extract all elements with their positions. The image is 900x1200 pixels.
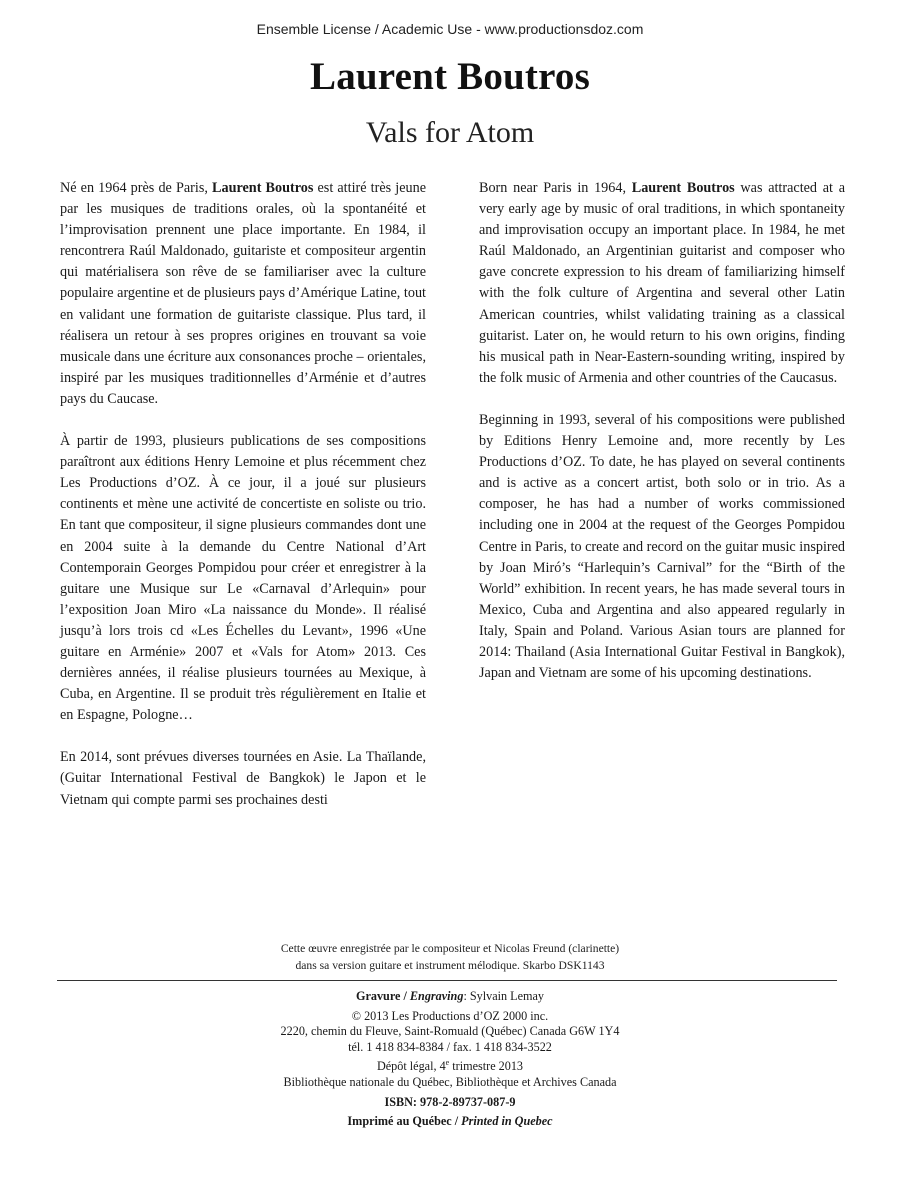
biography-english bbox=[479, 178, 845, 705]
bio-en-paragraph-1 bbox=[479, 178, 845, 389]
bio-en-composer-name: Laurent Boutros bbox=[631, 180, 735, 196]
recording-note bbox=[0, 941, 900, 974]
bio-fr-paragraph-3: En 2014, sont prévues diverses tournées en Asie. La Thaïlande, (Guitar International Festival de Bangkok) le Japon et le Vietnam qui compte parmi ses prochaines desti bbox=[60, 749, 426, 808]
printed-in-en: Printed in Quebec bbox=[461, 1114, 553, 1129]
license-notice: Ensemble License / Academic Use - www.productionsdoz.com bbox=[256, 21, 644, 37]
bio-fr-composer-name: Laurent Boutros bbox=[212, 180, 314, 196]
legal-deposit-line bbox=[0, 1059, 900, 1075]
composer-name: Laurent Boutros bbox=[309, 55, 591, 98]
address-line: 2220, chemin du Fleuve, Saint-Romuald (Québec) Canada G6W 1Y4 bbox=[280, 1024, 620, 1039]
bio-fr-paragraph-2: À partir de 1993, plusieurs publications de ses compositions paraîtront aux éditions Henry Lemoine et plus récemment chez Les Productions d’OZ. À ce jour, il a joué sur plusieurs continents et mène une activité de concertiste en soliste ou trio. En tant que compositeur, il signe plusieurs commandes dont une en 2004 suite à la demande du Centre National d’Art Contemporain Georges Pompidou pour créer et enregistrer à la guitare une Musique sur Le «Carnaval d’Arlequin» pour l’exposition Joan Miro «La naissance du Monde». Il réalisé jusqu’à lors trois cd «Les Échelles du Levant», 1996 «Une guitare en Arménie» 2007 et «Vals for Atom» 2013. Ces dernières années, il réalise plusieurs tournées au Mexique, à Cuba, en Argentine. Il se produit très régulièrement en Italie et en Espagne, Pologne… bbox=[60, 433, 426, 724]
legal-deposit-sup: e bbox=[445, 1058, 450, 1068]
bio-fr-text: est attiré très jeune par les musiques de traditions orales, où la spontanéité et l’improvisation prennent une place importante. En 1984, il rencontrera Raúl Maldonado, guitariste et compositeur argentin qui matérialisera son rêve de se familiariser avec la culture populaire argentine et de plusieurs pays d’Amérique Latine, tout en validant une formation de guitariste classique. Plus tard, il réalisera un retour à ses propres origines en trouvant sa voie musicale dans une écriture aux consonances proche – orientales, inspiré par les musiques traditionnelles d’Arménie et d’autres pays du Caucase. bbox=[60, 180, 426, 407]
copyright-line: © 2013 Les Productions d’OZ 2000 inc. bbox=[351, 1008, 549, 1023]
publication-credits bbox=[0, 989, 900, 1134]
legal-deposit-block bbox=[0, 1059, 900, 1090]
library-line: Bibliothèque nationale du Québec, Bibliothèque et Archives Canada bbox=[283, 1074, 617, 1089]
recording-line-2: dans sa version guitare et instrument mélodique. Skarbo DSK1143 bbox=[295, 958, 605, 972]
engraving-label-en: Engraving bbox=[409, 989, 464, 1003]
bio-en-text: Born near Paris in 1964, bbox=[479, 180, 632, 196]
bio-fr-paragraph-1 bbox=[60, 178, 426, 410]
piece-title: Vals for Atom bbox=[365, 116, 535, 149]
recording-line-1: Cette œuvre enregistrée par le compositeur et Nicolas Freund (clarinette) bbox=[280, 942, 620, 955]
divider bbox=[57, 980, 837, 981]
bio-en-text: was attracted at a very early age by music of oral traditions, in which spontaneity and improvisation occupy an important place. In 1984, he met Raúl Maldonado, an Argentinian guitarist and composer who gave concrete expression to his dream of familiarizing himself with the folk culture of Argentina and several other Latin American countries, whilst validating training as a classical guitarist. Later on, he would return to his own origins, finding his musical path in Near-Eastern-sounding writing, inspired by the folk music of Armenia and other countries of the Caucasus. bbox=[479, 180, 846, 386]
biography-french bbox=[60, 178, 426, 832]
isbn: ISBN: 978-2-89737-087-9 bbox=[384, 1094, 516, 1109]
publisher-block bbox=[0, 1009, 900, 1056]
legal-deposit-text: trimestre 2013 bbox=[449, 1059, 524, 1074]
engraving-credit bbox=[0, 989, 900, 1005]
printed-in-fr: Imprimé au Québec / bbox=[347, 1114, 462, 1129]
legal-deposit-text: Dépôt légal, 4 bbox=[376, 1059, 446, 1074]
printed-in bbox=[0, 1114, 900, 1130]
bio-fr-text: Né en 1964 près de Paris, bbox=[60, 180, 213, 196]
bio-en-paragraph-2: Beginning in 1993, several of his compositions were published by Editions Henry Lemoine and, more recently by Les Productions d’OZ. To date, he has played on several continents and is active as a concert artist, both solo or in trio. As a composer, he has had a number of works commissioned including one in 2004 at the request of the Georges Pompidou Centre in Paris, to create and record on the guitar music inspired by Joan Miró’s “Harlequin’s Carnival” for the “Birth of the World” exhibition. In recent years, he has made several tours in Mexico, Cuba and Argentina and also appeared regularly in Italy, Spain and Poland. Various Asian tours are planned for 2014: Thailand (Asia International Guitar Festival in Bangkok), Japan and Vietnam are some of his upcoming destinations. bbox=[479, 411, 845, 682]
phone-line: tél. 1 418 834-8384 / fax. 1 418 834-3522 bbox=[348, 1039, 552, 1054]
engraver-name: : Sylvain Lemay bbox=[463, 989, 544, 1003]
engraving-label-fr: Gravure / bbox=[355, 989, 410, 1003]
